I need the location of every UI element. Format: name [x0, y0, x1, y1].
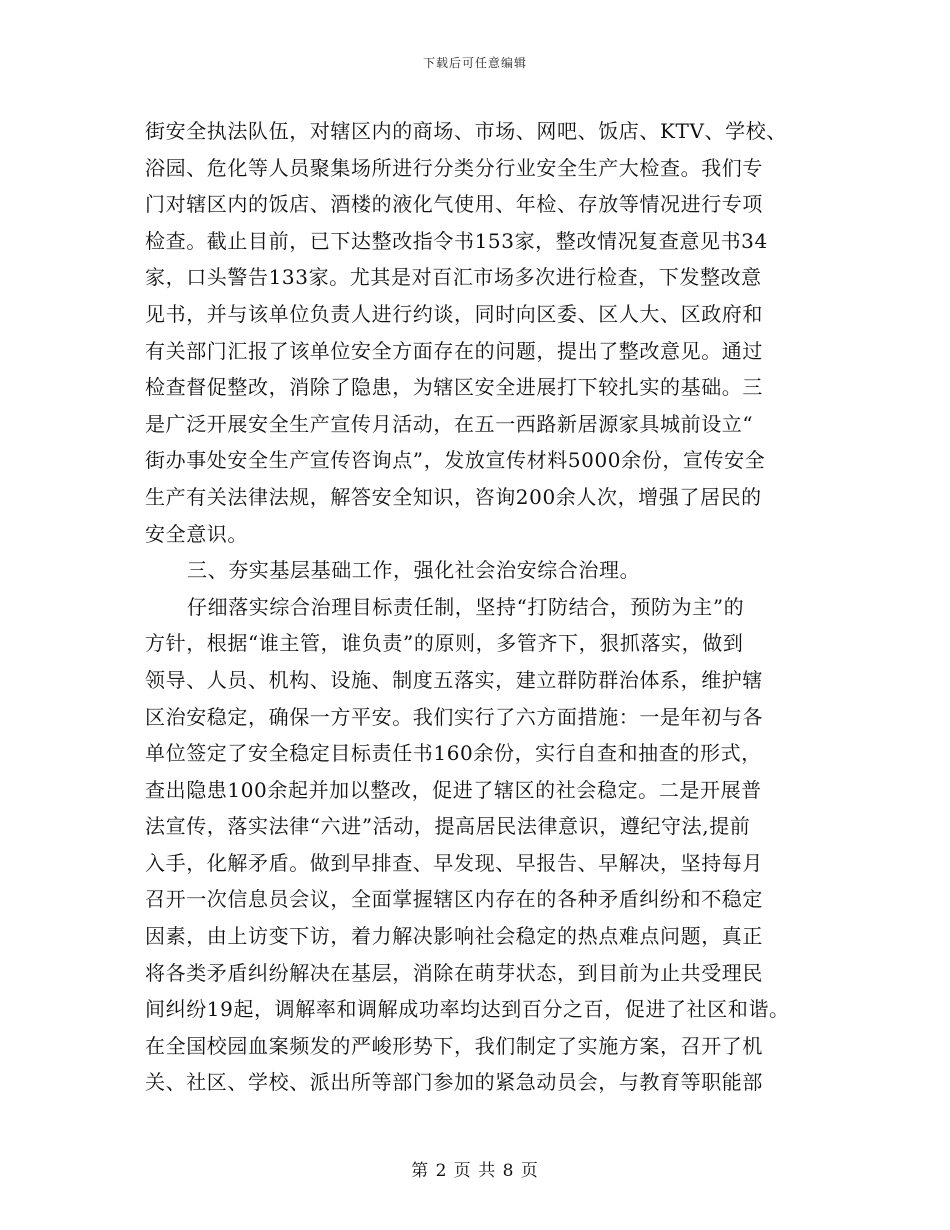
text-line: 召开一次信息员会议，全面掌握辖区内存在的各种矛盾纠纷和不稳定	[145, 887, 763, 912]
text-line: 检查。截止目前，已下达整改指令书153家，整改情况复查意见书34	[145, 228, 768, 253]
text-line: 有关部门汇报了该单位安全方面存在的问题，提出了整改意见。通过	[145, 338, 763, 363]
text-line: 检查督促整改，消除了隐患，为辖区安全进展打下较扎实的基础。三	[145, 375, 763, 400]
text-line: 见书，并与该单位负责人进行约谈，同时向区委、区人大、区政府和	[145, 301, 763, 326]
text-line: 是广泛开展安全生产宣传月活动，在五一西路新居源家具城前设立“	[145, 411, 754, 436]
text-line: 关、社区、学校、派出所等部门参加的紧急动员会，与教育等职能部	[145, 1070, 763, 1095]
paragraph-first-line: 仔细落实综合治理目标责任制，坚持“打防结合，预防为主”的	[187, 594, 745, 619]
page-header: 下载后可任意编辑	[422, 56, 527, 70]
text-line: 查出隐患100余起并加以整改，促进了辖区的社会稳定。二是开展普	[145, 777, 762, 802]
text-line: 将各类矛盾纠纷解决在基层，消除在萌芽状态，到目前为止共受理民	[145, 960, 763, 985]
text-line: 生产有关法律法规，解答安全知识，咨询200余人次，增强了居民的	[145, 484, 762, 509]
text-line: 法宣传，落实法律“六进”活动，提高居民法律意识，遵纪守法,提前	[145, 814, 751, 839]
page-footer: 第 2 页 共 8 页	[411, 1161, 539, 1181]
text-line: 门对辖区内的饭店、酒楼的液化气使用、年检、存放等情况进行专项	[145, 192, 763, 217]
text-line: 街办事处安全生产宣传咨询点”，发放宣传材料5000余份，宣传安全	[145, 448, 766, 473]
text-line: 方针，根据“谁主管，谁负责”的原则，多管齐下，狠抓落实，做到	[145, 631, 744, 656]
text-line: 浴园、危化等人员聚集场所进行分类分行业安全生产大检查。我们专	[145, 155, 763, 180]
text-line: 在全国校园血案频发的严峻形势下，我们制定了实施方案，召开了机	[145, 1033, 763, 1058]
section-heading: 三、夯实基层基础工作，强化社会治安综合治理。	[187, 558, 641, 583]
text-line: 入手，化解矛盾。做到早排查、早发现、早报告、早解决，坚持每月	[145, 850, 763, 875]
text-line: 安全意识。	[145, 521, 248, 546]
text-line: 单位签定了安全稳定目标责任书160余份，实行自查和抽查的形式，	[145, 741, 762, 766]
text-line: 街安全执法队伍，对辖区内的商场、市场、网吧、饭店、KTV、学校、	[145, 119, 787, 143]
document-body	[145, 113, 825, 1101]
text-line: 家，口头警告133家。尤其是对百汇市场多次进行检查，下发整改意	[145, 265, 762, 290]
text-line: 间纠纷19起，调解率和调解成功率均达到百分之百，促进了社区和谐。	[145, 997, 790, 1022]
text-line: 因素，由上访变下访，着力解决影响社会稳定的热点难点问题，真正	[145, 924, 763, 949]
text-line: 领导、人员、机构、设施、制度五落实，建立群防群治体系，维护辖	[145, 667, 763, 692]
text-line: 区治安稳定，确保一方平安。我们实行了六方面措施：一是年初与各	[145, 704, 763, 729]
